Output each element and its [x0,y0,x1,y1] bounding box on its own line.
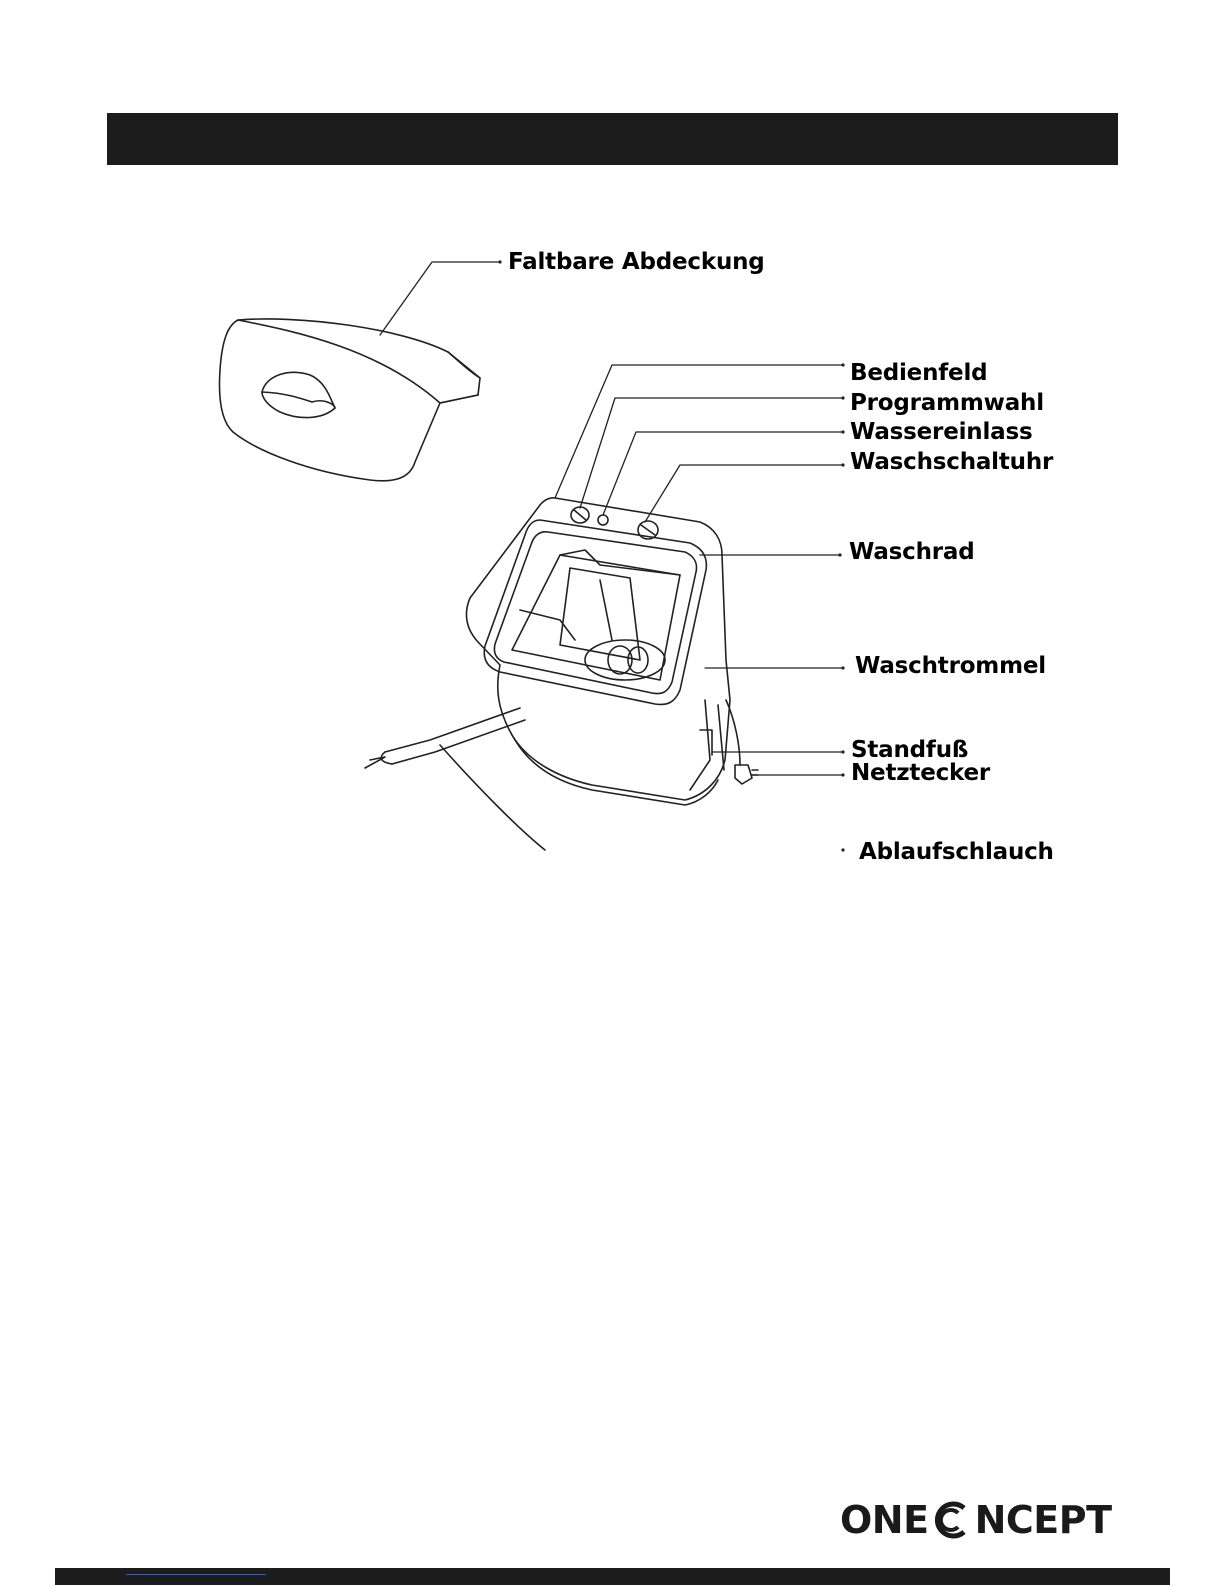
label-waschrad: Waschrad [849,539,975,565]
footer-bar [55,1568,1170,1585]
folding-cover-drawing [220,319,480,481]
label-programmwahl: Programmwahl [850,390,1044,416]
logo-text-left: ONE [840,1498,929,1542]
label-wassereinlass: Wassereinlass [850,419,1033,445]
label-waschschaltuhr: Waschschaltuhr [850,449,1054,475]
label-faltbare-abdeckung: Faltbare Abdeckung [508,249,765,275]
label-ablaufschlauch: Ablaufschlauch [859,839,1054,865]
machine-body-drawing [365,498,758,850]
concept-c-icon [930,1498,974,1542]
leader-lines [380,262,843,775]
brand-logo [840,1498,1112,1542]
label-netztecker: Netztecker [851,760,991,786]
logo-text-right: NCEPT [974,1498,1112,1542]
label-waschtrommel: Waschtrommel [855,653,1046,679]
label-standfuss: Standfuß [851,737,969,763]
label-bedienfeld: Bedienfeld [850,360,988,386]
footer-link-underline [126,1574,266,1575]
